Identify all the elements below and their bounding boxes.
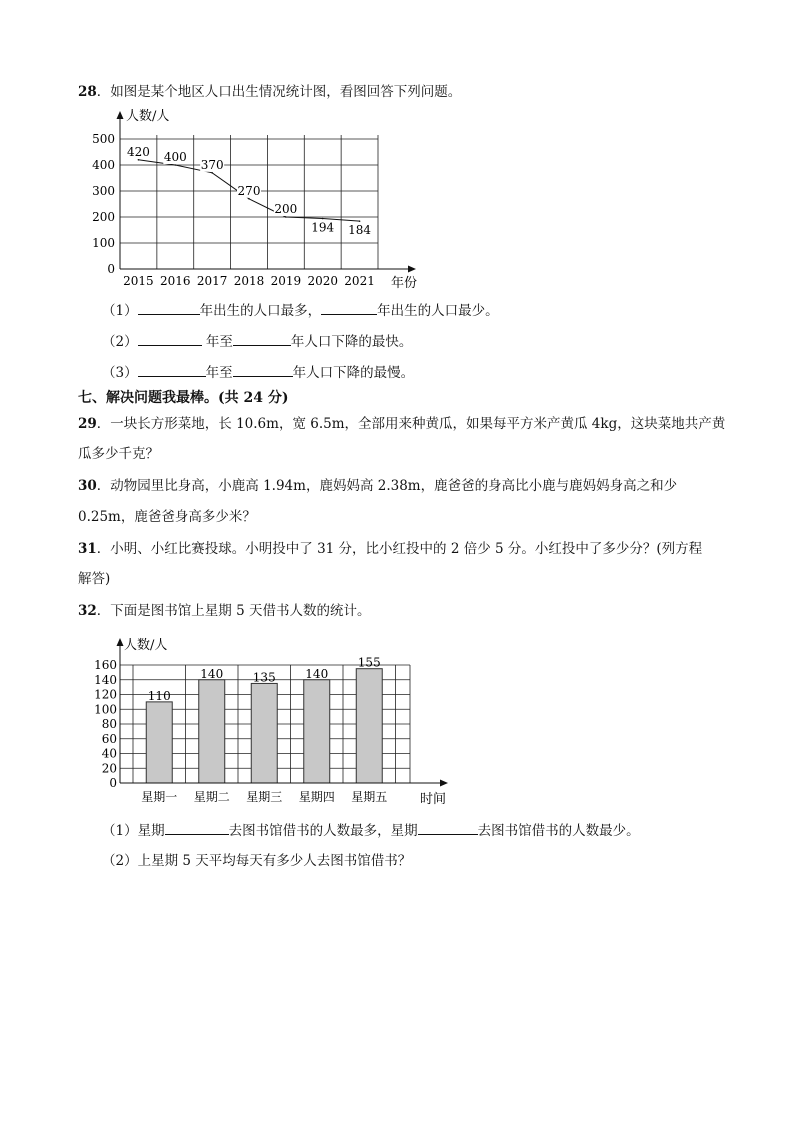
bar-chart-ytick-160: 160 bbox=[94, 658, 117, 672]
line-chart-ytick-0: 0 bbox=[107, 262, 115, 276]
line-chart-label-2021: 184 bbox=[348, 223, 372, 238]
line-chart-point-2021 bbox=[359, 220, 361, 222]
q28-sub3-blank2[interactable] bbox=[233, 362, 293, 377]
line-chart-xtick-2020: 2020 bbox=[307, 274, 338, 288]
bar-星期三 bbox=[251, 683, 277, 783]
bar-label-星期二: 140 bbox=[200, 666, 224, 681]
bar-chart-ytick-140: 140 bbox=[94, 672, 117, 687]
bar-星期二 bbox=[199, 680, 225, 783]
q28-sub3-mid: 年至 bbox=[205, 365, 233, 381]
line-chart-xtick-2019: 2019 bbox=[270, 274, 302, 288]
bar-chart-ylabel: 人数/人 bbox=[124, 638, 168, 653]
bar-chart-xtick-星期五: 星期五 bbox=[351, 790, 388, 804]
q28-number: 28 bbox=[78, 84, 97, 100]
q28-sub1-blank2[interactable] bbox=[321, 300, 377, 315]
bar-星期一 bbox=[146, 702, 172, 783]
q31-line2: 解答) bbox=[78, 571, 111, 587]
line-chart bbox=[78, 105, 438, 295]
q30-number: 30 bbox=[78, 478, 97, 494]
q31-text1: ．小明、小红比赛投球。小明投中了 31 分，比小红投中的 2 倍少 5 分。小红投中了多少分？(列方程 bbox=[96, 541, 703, 557]
q28-sub1-mid: 年出生的人口最多， bbox=[199, 303, 322, 319]
q32-sub2: （2）上星期 5 天平均每天有多少人去图书馆借书？ bbox=[102, 853, 412, 869]
q32-sub1-blank1[interactable] bbox=[165, 820, 229, 835]
line-chart-xtick-2015: 2015 bbox=[123, 274, 154, 288]
bar-chart-xtick-星期四: 星期四 bbox=[298, 790, 335, 804]
q29-number: 29 bbox=[78, 416, 97, 432]
line-chart-xtick-2018: 2018 bbox=[233, 274, 265, 288]
q32-sub1-prefix: （1）星期 bbox=[102, 823, 165, 839]
line-chart-label-2019: 200 bbox=[274, 202, 298, 216]
bar-chart-xtick-星期一: 星期一 bbox=[141, 790, 178, 804]
bar-label-星期三: 135 bbox=[252, 670, 276, 685]
bar-chart-ytick-0: 0 bbox=[109, 776, 117, 790]
line-chart-axes bbox=[117, 111, 417, 273]
line-chart-y-arrow bbox=[117, 111, 124, 119]
line-chart-point-2018 bbox=[248, 198, 250, 200]
q28-sub1-blank1[interactable] bbox=[138, 300, 200, 315]
bar-星期五 bbox=[356, 669, 382, 783]
line-chart-ytick-200: 200 bbox=[92, 210, 115, 224]
q29-line2: 瓜多少千克？ bbox=[78, 446, 159, 462]
q28-sub2-prefix: （2） bbox=[102, 334, 138, 350]
line-chart-xtick-2016: 2016 bbox=[160, 274, 191, 288]
line-chart-label-2018: 270 bbox=[237, 183, 261, 198]
bar-chart-ytick-100: 100 bbox=[94, 702, 117, 717]
q29-text1: ．一块长方形菜地，长 10.6m，宽 6.5m，全部用来种黄瓜，如果每平方米产黄瓜 4kg，这块菜地共产黄 bbox=[96, 416, 726, 432]
q28-sub2-mid: 年至 bbox=[201, 334, 233, 350]
line-chart-point-2015 bbox=[138, 159, 140, 161]
q28-sub3-blank1[interactable] bbox=[138, 362, 206, 377]
bar-chart-ytick-40: 40 bbox=[101, 746, 117, 761]
line-chart-ytick-500: 500 bbox=[92, 132, 115, 146]
q28-stem: ．如图是某个地区人口出生情况统计图，看图回答下列问题。 bbox=[96, 84, 462, 100]
q28-sub2 bbox=[102, 331, 412, 352]
q28-text bbox=[78, 82, 461, 102]
q30-text1: ．动物园里比身高，小鹿高 1.94m，鹿妈妈高 2.38m，鹿爸爸的身高比小鹿与鹿妈妈身高之和少 bbox=[96, 478, 678, 494]
q32-number: 32 bbox=[78, 603, 97, 619]
bar-label-星期五: 155 bbox=[357, 655, 381, 670]
line-chart-xlabel: 年份 bbox=[391, 276, 418, 291]
bar-chart-xlabel: 时间 bbox=[420, 792, 447, 807]
bar-label-星期四: 140 bbox=[305, 666, 329, 681]
bar-chart-xtick-星期三: 星期三 bbox=[246, 790, 283, 804]
q31-number: 31 bbox=[78, 541, 97, 557]
line-chart-point-2020 bbox=[322, 218, 324, 220]
bar-chart-xtick-星期二: 星期二 bbox=[193, 790, 230, 804]
q32-sub1 bbox=[102, 820, 640, 841]
bar-chart-bars bbox=[146, 666, 382, 783]
line-chart-xtick-2017: 2017 bbox=[196, 274, 228, 288]
bar-chart-ytick-120: 120 bbox=[94, 687, 117, 702]
line-chart-label-2016: 400 bbox=[163, 150, 187, 164]
line-chart-label-2020: 194 bbox=[311, 220, 335, 235]
q29-line1 bbox=[78, 414, 725, 434]
line-chart-grid bbox=[120, 135, 378, 269]
bar-chart-ytick-20: 20 bbox=[101, 761, 117, 776]
bar-chart-y-arrow bbox=[117, 638, 124, 646]
bar-chart-ytick-60: 60 bbox=[101, 731, 117, 746]
line-chart-label-2015: 420 bbox=[126, 144, 150, 159]
line-chart-x-arrow bbox=[408, 266, 416, 273]
line-chart-ytick-300: 300 bbox=[92, 184, 115, 198]
q28-sub1 bbox=[102, 300, 499, 321]
bar-label-星期一: 110 bbox=[147, 688, 171, 703]
line-chart-ylabel: 人数/人 bbox=[126, 109, 170, 124]
line-chart-label-2017: 370 bbox=[200, 157, 224, 172]
q32-sub1-blank2[interactable] bbox=[418, 820, 478, 835]
line-chart-xtick-2021: 2021 bbox=[344, 274, 375, 288]
line-chart-point-2017 bbox=[211, 172, 213, 174]
q30-line1 bbox=[78, 476, 677, 496]
q32-sub1-mid: 去图书馆借书的人数最多，星期 bbox=[228, 823, 418, 839]
q28-sub3-prefix: （3） bbox=[102, 365, 138, 381]
q28-sub1-prefix: （1） bbox=[102, 303, 138, 319]
section-7-title: 七、解决问题我最棒。(共 24 分) bbox=[78, 390, 289, 406]
q28-sub3-end: 年人口下降的最慢。 bbox=[292, 365, 415, 381]
q30-line2: 0.25m，鹿爸爸身高多少米？ bbox=[78, 509, 256, 525]
line-chart-point-2016 bbox=[174, 164, 176, 166]
q28-sub3 bbox=[102, 362, 414, 383]
q28-sub2-end: 年人口下降的最快。 bbox=[290, 334, 413, 350]
bar-chart bbox=[90, 632, 460, 812]
line-chart-point-2019 bbox=[285, 216, 287, 218]
line-chart-ytick-100: 100 bbox=[92, 236, 115, 250]
bar-chart-ytick-80: 80 bbox=[101, 717, 117, 731]
q31-line1 bbox=[78, 539, 702, 559]
bar-星期四 bbox=[304, 680, 330, 783]
line-chart-ytick-400: 400 bbox=[92, 158, 115, 172]
q28-sub1-end: 年出生的人口最少。 bbox=[377, 303, 499, 319]
q28-sub2-blank2[interactable] bbox=[233, 331, 291, 346]
q32-stem: ．下面是图书馆上星期 5 天借书人数的统计。 bbox=[96, 603, 371, 619]
q32-sub1-end: 去图书馆借书的人数最少。 bbox=[477, 823, 640, 839]
bar-chart-x-arrow bbox=[440, 780, 448, 787]
q28-sub2-blank1[interactable] bbox=[138, 331, 202, 346]
q32-text bbox=[78, 601, 370, 621]
